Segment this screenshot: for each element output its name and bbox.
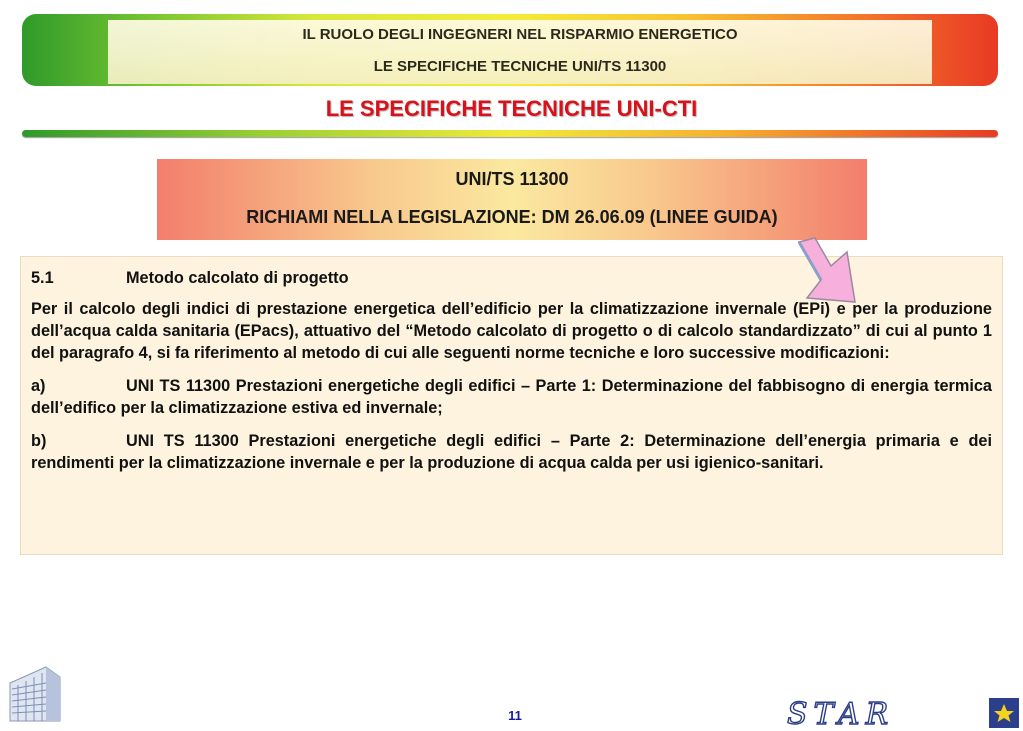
list-item-label: b) xyxy=(31,432,47,450)
header-title: IL RUOLO DEGLI INGEGNERI NEL RISPARMIO ENERGETICO xyxy=(302,26,738,43)
slide-title: LE SPECIFICHE TECNICHE UNI-CTI xyxy=(325,96,698,121)
list-item-text: UNI TS 11300 Prestazioni energetiche degli edifici – Parte 1: Determinazione del fabbisogno di energia termica dell’edifico per la climatizzazione estiva ed invernale; xyxy=(31,377,992,417)
standard-code: UNI/TS 11300 xyxy=(455,169,569,189)
standard-reference-box xyxy=(157,159,867,240)
page-number: 11 xyxy=(508,708,522,723)
header-panel xyxy=(108,20,932,84)
list-item-label: a) xyxy=(31,377,46,395)
list-item-text: UNI TS 11300 Prestazioni energetiche degli edifici – Parte 2: Determinazione dell’energia primaria e dei rendimenti per la climatizzazione invernale e per la produzione di acqua calda per usi igienico-sanitari. xyxy=(31,432,992,472)
star-logo xyxy=(785,696,1020,730)
pointer-arrow-icon xyxy=(795,236,861,308)
intro-paragraph: Per il calcolo degli indici di prestazione energetica dell’edificio per la climatizzazione invernale (EPi) e per la produzione dell’acqua calda sanitaria (EPacs), attuativo del “Metodo calcolato di progetto o di calcolo standardizzato” di cui al punto 1 del paragrafo 4, si fa riferimento al metodo di cui alle seguenti norme tecniche e loro successive modificazioni: xyxy=(31,300,992,362)
building-logo-icon xyxy=(6,663,64,723)
title-divider xyxy=(22,130,998,137)
legislation-reference: RICHIAMI NELLA LEGISLAZIONE: DM 26.06.09 (LINEE GUIDA) xyxy=(246,207,778,227)
list-item xyxy=(31,375,992,419)
list-item xyxy=(31,430,992,474)
section-title: Metodo calcolato di progetto xyxy=(126,269,349,287)
header-subtitle: LE SPECIFICHE TECNICHE UNI/TS 11300 xyxy=(373,58,667,75)
star-logo-text: STAR xyxy=(787,697,895,730)
section-number: 5.1 xyxy=(31,269,54,287)
